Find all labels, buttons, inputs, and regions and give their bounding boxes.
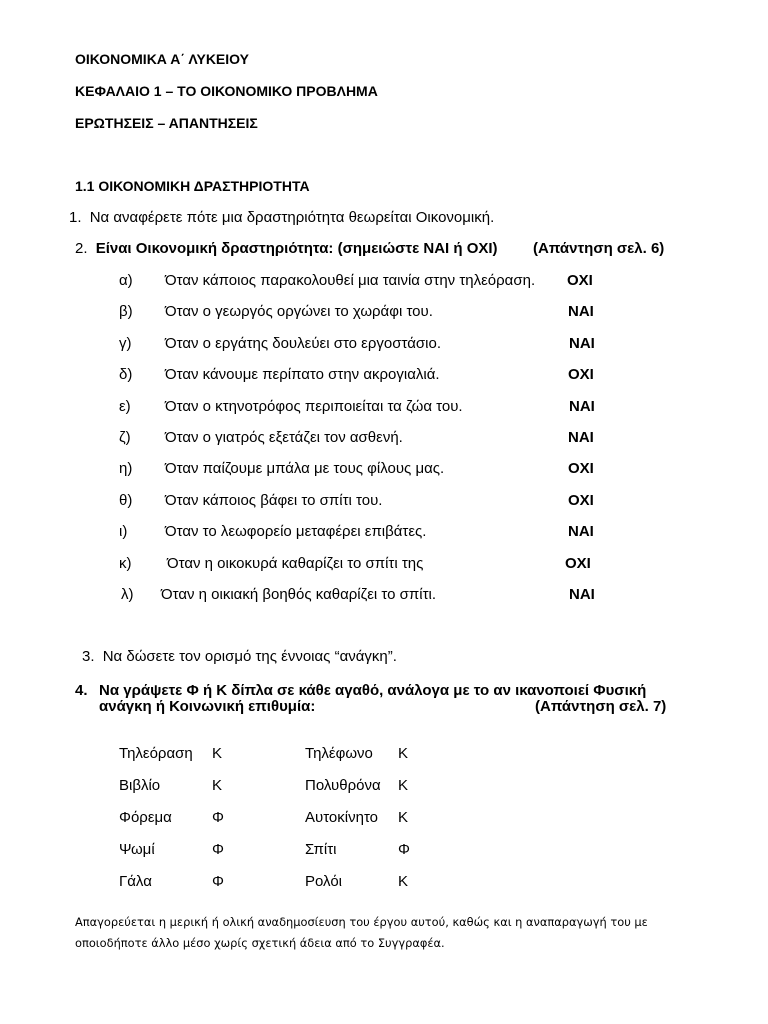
good-mark: Κ (212, 745, 223, 762)
activity-item (0, 586, 768, 606)
item-answer: ΟΧΙ (568, 366, 594, 384)
document-subject: ΟΙΚΟΝΟΜΙΚΑ Α΄ ΛΥΚΕΙΟΥ (75, 51, 250, 67)
activity-item (0, 303, 768, 323)
good-mark: Κ (398, 809, 409, 826)
item-letter: δ) (119, 366, 133, 384)
item-text: Όταν ο γιατρός εξετάζει τον ασθενή. (165, 429, 403, 446)
good-mark: Κ (398, 777, 409, 794)
good-mark: Κ (398, 745, 409, 762)
good-name: Τηλεόραση (119, 745, 193, 762)
item-answer: ΝΑΙ (569, 586, 595, 603)
activity-item (0, 555, 768, 575)
good-name: Βιβλίο (119, 777, 161, 794)
item-answer: ΝΑΙ (569, 334, 595, 352)
good-name: Σπίτι (305, 841, 337, 858)
good-name: Γάλα (119, 873, 152, 890)
question-text: Είναι Οικονομική δραστηριότητα: (σημειώστε ΝΑΙ ή ΟΧΙ) (95, 240, 498, 257)
item-text: Όταν η οικοκυρά καθαρίζει το σπίτι της (167, 554, 424, 572)
good-name: Αυτοκίνητο (305, 809, 378, 826)
activity-item (0, 492, 768, 512)
item-answer: ΟΧΙ (568, 491, 594, 509)
item-answer: ΟΧΙ (565, 554, 591, 572)
answer-page-reference: (Απάντηση σελ. 7) (535, 698, 667, 715)
copyright-notice-line1: Απαγορεύεται η μερική ή ολική αναδημοσίευση του έργου αυτού, καθώς και η αναπαραγωγή του με (75, 915, 648, 929)
item-letter: α) (119, 272, 133, 289)
item-text: Όταν κάποιος παρακολουθεί μια ταινία στην τηλεόραση. (165, 272, 536, 289)
item-letter: ζ) (119, 429, 131, 446)
good-mark: Φ (398, 841, 410, 858)
item-text: Όταν κάνουμε περίπατο στην ακρογιαλιά. (165, 366, 440, 384)
item-answer: ΝΑΙ (569, 397, 595, 415)
good-mark: Φ (212, 873, 224, 890)
item-letter: λ) (121, 586, 134, 603)
question-4-text-line1: Να γράψετε Φ ή Κ δίπλα σε κάθε αγαθό, ανάλογα με το αν ικανοποιεί Φυσική (99, 682, 647, 699)
item-text: Όταν ο κτηνοτρόφος περιποιείται τα ζώα του. (165, 397, 463, 415)
activity-item (0, 429, 768, 449)
question-number: 2. (75, 240, 88, 257)
question-4-number: 4. (75, 682, 88, 699)
section-title: 1.1 ΟΙΚΟΝΟΜΙΚΗ ΔΡΑΣΤΗΡΙΟΤΗΤΑ (75, 178, 310, 194)
question-text: Να δώσετε τον ορισμό της έννοιας “ανάγκη”. (102, 648, 397, 665)
good-mark: Φ (212, 809, 224, 826)
good-mark: Κ (398, 873, 409, 890)
item-text: Όταν παίζουμε μπάλα με τους φίλους μας. (165, 460, 445, 478)
good-name: Τηλέφωνο (305, 745, 373, 762)
item-letter: γ) (119, 334, 132, 352)
question-2 (75, 240, 498, 257)
item-answer: ΝΑΙ (568, 429, 594, 446)
item-letter: β) (119, 303, 133, 321)
question-1 (69, 209, 494, 226)
item-answer: ΝΑΙ (568, 303, 594, 321)
activity-item (0, 272, 768, 292)
copyright-notice-line2: οποιοδήποτε άλλο μέσο χωρίς σχετική άδεια από το Συγγραφέα. (75, 936, 445, 950)
question-number: 1. (69, 209, 82, 226)
activity-item (0, 460, 768, 480)
item-letter: ε) (119, 397, 131, 415)
item-letter: κ) (119, 554, 132, 572)
item-answer: ΟΧΙ (567, 272, 593, 289)
good-mark: Φ (212, 841, 224, 858)
item-text: Όταν το λεωφορείο μεταφέρει επιβάτες. (165, 523, 427, 541)
document-type: ΕΡΩΤΗΣΕΙΣ – ΑΠΑΝΤΗΣΕΙΣ (75, 115, 258, 131)
question-number: 3. (82, 648, 95, 665)
item-answer: ΝΑΙ (568, 523, 594, 541)
item-text: Όταν ο γεωργός οργώνει το χωράφι του. (165, 303, 433, 321)
answer-page-reference: (Απάντηση σελ. 6) (533, 240, 665, 257)
good-name: Ψωμί (119, 841, 155, 858)
activity-item (0, 335, 768, 355)
item-letter: θ) (119, 491, 133, 509)
good-name: Φόρεμα (119, 809, 172, 826)
good-name: Ρολόι (305, 873, 343, 890)
chapter-title: ΚΕΦΑΛΑΙΟ 1 – ΤΟ ΟΙΚΟΝΟΜΙΚΟ ΠΡΟΒΛΗΜΑ (75, 83, 378, 99)
good-mark: Κ (212, 777, 223, 794)
question-3 (82, 648, 397, 665)
question-text: Να αναφέρετε πότε μια δραστηριότητα θεωρείται Οικονομική. (89, 209, 495, 226)
item-text: Όταν ο εργάτης δουλεύει στο εργοστάσιο. (165, 334, 441, 352)
item-letter: η) (119, 460, 133, 478)
item-letter: ι) (119, 523, 128, 541)
item-text: Όταν η οικιακή βοηθός καθαρίζει το σπίτι. (161, 586, 437, 603)
activity-item (0, 398, 768, 418)
activity-item (0, 523, 768, 543)
good-name: Πολυθρόνα (305, 777, 381, 794)
item-answer: ΟΧΙ (568, 460, 594, 478)
item-text: Όταν κάποιος βάφει το σπίτι του. (165, 491, 383, 509)
activity-item (0, 366, 768, 386)
question-4-text-line2: ανάγκη ή Κοινωνική επιθυμία: (99, 698, 316, 715)
